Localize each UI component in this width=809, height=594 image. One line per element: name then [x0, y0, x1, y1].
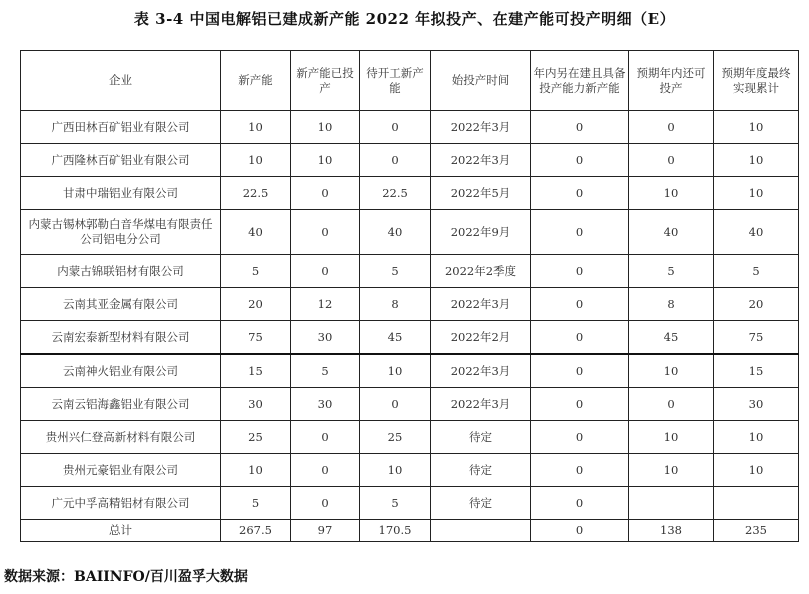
total-label: 总计 — [21, 520, 221, 542]
cell-start-time: 2022年2月 — [431, 321, 531, 355]
cell-under-construction: 0 — [531, 111, 629, 144]
cell-company: 贵州兴仁登高新材料有限公司 — [21, 421, 221, 454]
cell-start-time: 待定 — [431, 454, 531, 487]
cell-under-construction: 0 — [531, 454, 629, 487]
cell-cumulative: 30 — [714, 388, 799, 421]
table-row — [21, 177, 799, 210]
cell-under-construction: 0 — [531, 210, 629, 255]
cell-start-time: 待定 — [431, 487, 531, 520]
cell-start-time: 2022年2季度 — [431, 255, 531, 288]
table-row — [21, 388, 799, 421]
cell-new-capacity: 10 — [221, 111, 291, 144]
header-row — [21, 51, 799, 111]
table-row — [21, 255, 799, 288]
cell-pending: 10 — [360, 454, 431, 487]
cell-commissioned: 0 — [291, 210, 360, 255]
cell-company: 云南云铝海鑫铝业有限公司 — [21, 388, 221, 421]
table-row — [21, 288, 799, 321]
total-cumulative: 235 — [714, 520, 799, 542]
cell-pending: 22.5 — [360, 177, 431, 210]
cell-pending: 10 — [360, 354, 431, 388]
cell-expected-in-year: 40 — [629, 210, 714, 255]
cell-under-construction: 0 — [531, 321, 629, 355]
table-title: 表 3-4 中国电解铝已建成新产能 2022 年拟投产、在建产能可投产明细（E） — [133, 10, 676, 28]
cell-start-time: 2022年5月 — [431, 177, 531, 210]
cell-new-capacity: 10 — [221, 144, 291, 177]
header-under-construction: 年内另在建且具备投产能力新产能 — [531, 51, 629, 111]
cell-expected-in-year: 5 — [629, 255, 714, 288]
cell-under-construction: 0 — [531, 255, 629, 288]
cell-expected-in-year: 0 — [629, 144, 714, 177]
table-row — [21, 454, 799, 487]
cell-under-construction: 0 — [531, 388, 629, 421]
cell-commissioned: 0 — [291, 487, 360, 520]
header-company: 企业 — [21, 51, 221, 111]
cell-commissioned: 5 — [291, 354, 360, 388]
cell-expected-in-year: 10 — [629, 177, 714, 210]
cell-new-capacity: 30 — [221, 388, 291, 421]
cell-commissioned: 30 — [291, 388, 360, 421]
cell-company: 广元中孚高精铝材有限公司 — [21, 487, 221, 520]
total-expected-in-year: 138 — [629, 520, 714, 542]
cell-pending: 0 — [360, 388, 431, 421]
cell-cumulative: 10 — [714, 454, 799, 487]
cell-expected-in-year: 45 — [629, 321, 714, 355]
total-row — [21, 520, 799, 542]
cell-company: 内蒙古锦联铝材有限公司 — [21, 255, 221, 288]
table-row — [21, 354, 799, 388]
cell-under-construction: 0 — [531, 144, 629, 177]
cell-company: 内蒙古锡林郭勒白音华煤电有限责任公司铝电分公司 — [21, 210, 221, 255]
cell-commissioned: 10 — [291, 111, 360, 144]
cell-company: 广西隆林百矿铝业有限公司 — [21, 144, 221, 177]
cell-new-capacity: 5 — [221, 255, 291, 288]
cell-pending: 25 — [360, 421, 431, 454]
cell-cumulative: 10 — [714, 421, 799, 454]
total-pending: 170.5 — [360, 520, 431, 542]
cell-start-time: 2022年3月 — [431, 144, 531, 177]
data-source: 数据来源：BAIINFO/百川盈孚大数据 — [4, 569, 248, 585]
header-cumulative: 预期年度最终实现累计 — [714, 51, 799, 111]
cell-commissioned: 0 — [291, 421, 360, 454]
cell-start-time: 2022年3月 — [431, 111, 531, 144]
cell-pending: 45 — [360, 321, 431, 355]
table-row — [21, 144, 799, 177]
cell-new-capacity: 25 — [221, 421, 291, 454]
cell-under-construction: 0 — [531, 354, 629, 388]
cell-company: 云南其亚金属有限公司 — [21, 288, 221, 321]
cell-commissioned: 0 — [291, 177, 360, 210]
cell-cumulative: 10 — [714, 111, 799, 144]
cell-company: 云南神火铝业有限公司 — [21, 354, 221, 388]
cell-cumulative — [714, 487, 799, 520]
cell-commissioned: 0 — [291, 255, 360, 288]
header-commissioned: 新产能已投产 — [291, 51, 360, 111]
cell-new-capacity: 5 — [221, 487, 291, 520]
total-under-construction: 0 — [531, 520, 629, 542]
cell-new-capacity: 20 — [221, 288, 291, 321]
header-pending: 待开工新产能 — [360, 51, 431, 111]
cell-company: 贵州元豪铝业有限公司 — [21, 454, 221, 487]
cell-expected-in-year: 10 — [629, 454, 714, 487]
cell-new-capacity: 75 — [221, 321, 291, 355]
cell-pending: 5 — [360, 487, 431, 520]
cell-new-capacity: 40 — [221, 210, 291, 255]
header-new-capacity: 新产能 — [221, 51, 291, 111]
cell-commissioned: 12 — [291, 288, 360, 321]
total-commissioned: 97 — [291, 520, 360, 542]
cell-cumulative: 5 — [714, 255, 799, 288]
cell-cumulative: 75 — [714, 321, 799, 355]
cell-expected-in-year: 8 — [629, 288, 714, 321]
cell-pending: 40 — [360, 210, 431, 255]
cell-under-construction: 0 — [531, 421, 629, 454]
cell-under-construction: 0 — [531, 288, 629, 321]
cell-cumulative: 10 — [714, 177, 799, 210]
table-row — [21, 421, 799, 454]
cell-cumulative: 15 — [714, 354, 799, 388]
cell-new-capacity: 15 — [221, 354, 291, 388]
cell-cumulative: 40 — [714, 210, 799, 255]
cell-expected-in-year: 0 — [629, 111, 714, 144]
table-row — [21, 487, 799, 520]
cell-pending: 5 — [360, 255, 431, 288]
table-row — [21, 321, 799, 355]
cell-company: 广西田林百矿铝业有限公司 — [21, 111, 221, 144]
cell-commissioned: 30 — [291, 321, 360, 355]
cell-start-time: 2022年3月 — [431, 288, 531, 321]
cell-start-time: 待定 — [431, 421, 531, 454]
cell-start-time: 2022年9月 — [431, 210, 531, 255]
total-new-capacity: 267.5 — [221, 520, 291, 542]
cell-start-time: 2022年3月 — [431, 388, 531, 421]
cell-expected-in-year: 10 — [629, 421, 714, 454]
cell-company: 云南宏泰新型材料有限公司 — [21, 321, 221, 355]
cell-under-construction: 0 — [531, 177, 629, 210]
cell-new-capacity: 22.5 — [221, 177, 291, 210]
cell-company: 甘肃中瑞铝业有限公司 — [21, 177, 221, 210]
cell-cumulative: 10 — [714, 144, 799, 177]
cell-new-capacity: 10 — [221, 454, 291, 487]
header-start-time: 始投产时间 — [431, 51, 531, 111]
header-expected-in-year: 预期年内还可投产 — [629, 51, 714, 111]
cell-cumulative: 20 — [714, 288, 799, 321]
table-row — [21, 210, 799, 255]
table-row — [21, 111, 799, 144]
total-start-time — [431, 520, 531, 542]
cell-expected-in-year — [629, 487, 714, 520]
cell-pending: 0 — [360, 111, 431, 144]
cell-pending: 0 — [360, 144, 431, 177]
cell-commissioned: 10 — [291, 144, 360, 177]
cell-commissioned: 0 — [291, 454, 360, 487]
cell-pending: 8 — [360, 288, 431, 321]
cell-start-time: 2022年3月 — [431, 354, 531, 388]
cell-under-construction: 0 — [531, 487, 629, 520]
cell-expected-in-year: 0 — [629, 388, 714, 421]
capacity-table — [20, 50, 799, 542]
cell-expected-in-year: 10 — [629, 354, 714, 388]
